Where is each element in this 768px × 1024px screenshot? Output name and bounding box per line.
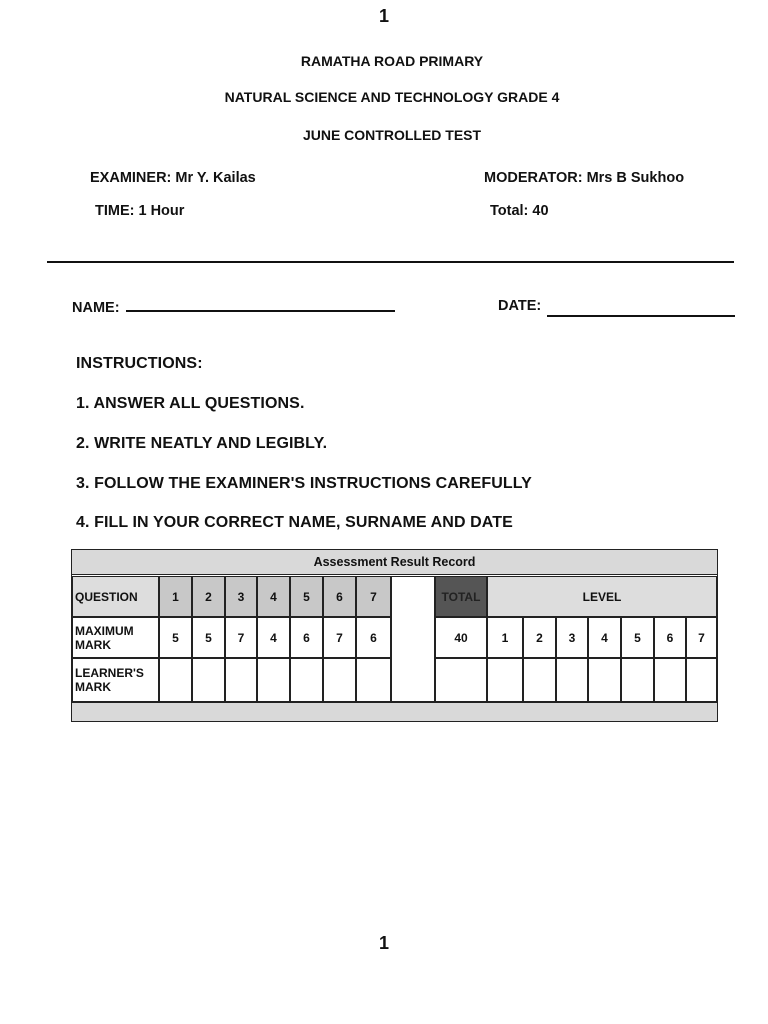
spacer-column <box>391 576 435 702</box>
learner-mark-label-line1: LEARNER'S <box>75 666 144 680</box>
max-mark-value: 6 <box>356 617 391 658</box>
max-mark-value: 6 <box>290 617 323 658</box>
table-footer-bar <box>72 702 717 721</box>
learner-mark-cell[interactable] <box>192 658 225 702</box>
instruction-item: 3. FOLLOW THE EXAMINER'S INSTRUCTIONS CAREFULLY <box>76 475 532 492</box>
learner-mark-cell[interactable] <box>225 658 257 702</box>
instructions-title: INSTRUCTIONS: <box>76 355 203 372</box>
max-mark-label-line1: MAXIMUM <box>75 623 134 638</box>
test-title: JUNE CONTROLLED TEST <box>302 127 482 143</box>
moderator: MODERATOR: Mrs B Sukhoo <box>484 170 685 186</box>
total-value: 40 <box>435 617 487 658</box>
examiner: EXAMINER: Mr Y. Kailas <box>90 170 256 186</box>
level-header: LEVEL <box>487 576 717 617</box>
max-mark-label-line2: MARK <box>75 637 111 652</box>
learner-mark-cell[interactable] <box>323 658 356 702</box>
level-number: 6 <box>654 617 686 658</box>
learner-mark-label <box>72 658 159 702</box>
page-number-bottom: 1 <box>378 933 389 953</box>
question-number: 1 <box>159 576 192 617</box>
header-divider <box>47 261 734 263</box>
name-field[interactable] <box>126 310 395 312</box>
level-cell[interactable] <box>686 658 717 702</box>
max-mark-value: 7 <box>225 617 257 658</box>
learner-mark-cell[interactable] <box>159 658 192 702</box>
level-number: 5 <box>621 617 654 658</box>
question-number: 3 <box>225 576 257 617</box>
learner-mark-label-line2: MARK <box>75 680 111 694</box>
learner-mark-cell[interactable] <box>290 658 323 702</box>
question-number: 7 <box>356 576 391 617</box>
learner-mark-cell[interactable] <box>257 658 290 702</box>
level-number: 3 <box>556 617 588 658</box>
instruction-item: 4. FILL IN YOUR CORRECT NAME, SURNAME AND DATE <box>76 514 513 531</box>
subject-title: NATURAL SCIENCE AND TECHNOLOGY GRADE 4 <box>224 89 560 105</box>
question-label: QUESTION <box>72 576 159 617</box>
date-label: DATE: <box>498 298 542 314</box>
date-field[interactable] <box>547 315 735 317</box>
name-label: NAME: <box>72 300 120 316</box>
max-mark-value: 4 <box>257 617 290 658</box>
level-number: 4 <box>588 617 621 658</box>
learner-mark-cell[interactable] <box>356 658 391 702</box>
instruction-item: 1. ANSWER ALL QUESTIONS. <box>76 395 305 412</box>
level-cell[interactable] <box>523 658 556 702</box>
time: TIME: 1 Hour <box>95 203 185 219</box>
max-mark-value: 5 <box>192 617 225 658</box>
question-number: 6 <box>323 576 356 617</box>
level-cell[interactable] <box>556 658 588 702</box>
question-number: 5 <box>290 576 323 617</box>
instruction-item: 2. WRITE NEATLY AND LEGIBLY. <box>76 435 328 452</box>
total-header: TOTAL <box>435 576 487 617</box>
level-cell[interactable] <box>654 658 686 702</box>
level-cell[interactable] <box>487 658 523 702</box>
assessment-title: Assessment Result Record <box>72 550 717 575</box>
total-learner-cell[interactable] <box>435 658 487 702</box>
school-name: RAMATHA ROAD PRIMARY <box>300 53 484 69</box>
question-number: 2 <box>192 576 225 617</box>
level-number: 2 <box>523 617 556 658</box>
assessment-table <box>71 549 718 722</box>
question-number: 4 <box>257 576 290 617</box>
level-cell[interactable] <box>621 658 654 702</box>
level-cell[interactable] <box>588 658 621 702</box>
max-mark-label <box>72 617 159 658</box>
page-number-top: 1 <box>378 6 389 26</box>
level-number: 1 <box>487 617 523 658</box>
total: Total: 40 <box>490 203 549 219</box>
level-number: 7 <box>686 617 717 658</box>
max-mark-value: 7 <box>323 617 356 658</box>
max-mark-value: 5 <box>159 617 192 658</box>
